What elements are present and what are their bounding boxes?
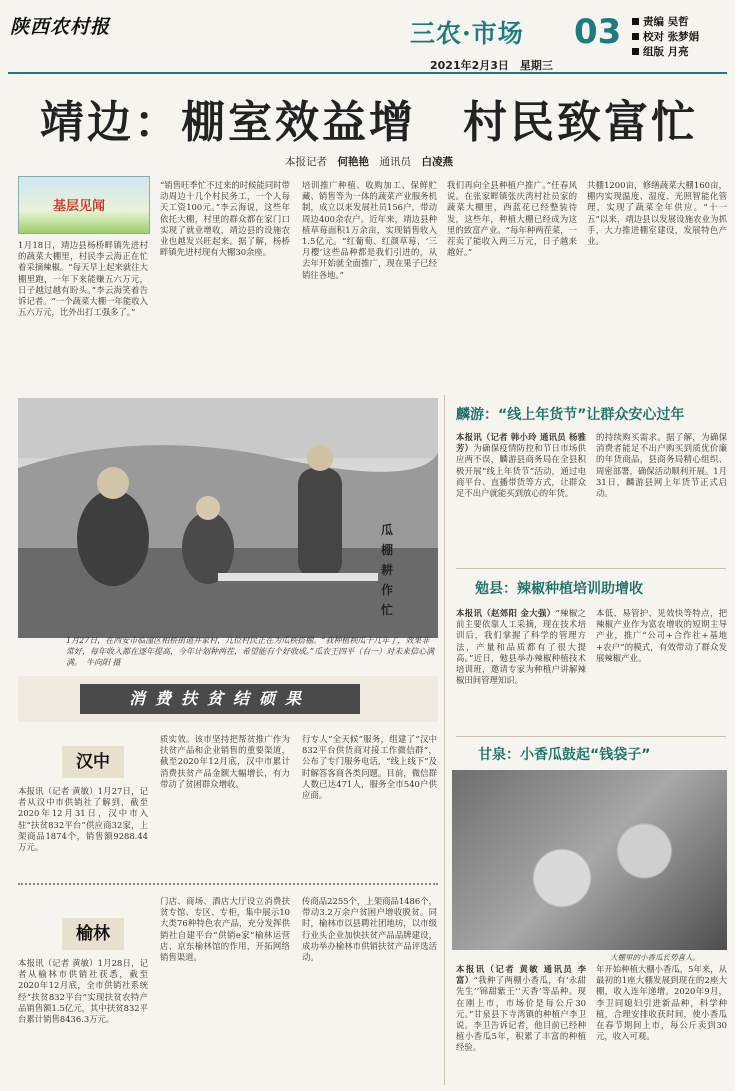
article-divider — [456, 736, 726, 737]
article-divider — [456, 568, 726, 569]
page-number: 03 — [574, 12, 622, 52]
photo-melons — [452, 770, 727, 950]
square-bullet-icon — [632, 33, 639, 40]
linyou-byline: 本报讯（记者 韩小玲 通讯员 杨雅芳） — [456, 432, 586, 454]
editor-credit: 责编 吴哲 — [632, 14, 689, 29]
photo-illustration — [18, 398, 438, 638]
section-title: 三农·市场 — [410, 19, 524, 48]
photo-caption: 1月27日，在西安市临潼区相桥街道井家村，几位村民正在为瓜秧搭棚。“我种植秧瓜十几年了，效果非常好，每年收入都在逐年提高，今年计划种两茬，希望能有个好收成。”瓜农王四平（右一）对未来信心满满。 牛向阳 摄 — [66, 636, 435, 667]
kicker-image — [18, 176, 150, 234]
square-bullet-icon — [632, 18, 639, 25]
issue-date: 2021年2月3日 星期三 — [430, 59, 553, 72]
mianxian-byline: 本报讯（赵郊阳 金大强） — [456, 608, 556, 618]
ganquan-column-1 — [456, 964, 586, 1086]
hanzhong-column-2: 质实效。该市坚持把帮贫推广作为扶贫产品和企业销售的重要渠道，截至2020年12月底，汉中市累计消费扶贫产品金额大幅增长，有力带动了贫困群众增收。 — [160, 734, 290, 789]
mianxian-column-2: 本低、易管护、见效快等特点，把辣椒产业作为富农增收的短期主导产业，推广“公司+合作社+基地+农户”的模式，有效带动了群众发展辣椒产业。 — [596, 608, 727, 663]
ganquan-byline: 本报讯（记者 黄敏 通讯员 李富） — [456, 964, 586, 986]
ganquan-text-1: “我种了两棚小香瓜，有‘永甜先生’‘锦甜紫王’‘天香’等品种。现在刚上市，市场价是每公斤30元。”甘泉县下寺湾镇的种植户李卫说。李卫告诉记者，他目前已经种植小香瓜5年，积累了丰富的种植经验。 — [456, 975, 586, 1053]
yulin-column-1: 本报讯（记者 黄敏）1月28日，记者从榆林市供销社获悉，截至2020年12月底，全市供销社系统经“扶贫832平台”实现扶贫农特产品销售额1.5亿元，其中扶贫832平台累计销售8436.3万元。 — [18, 958, 148, 1025]
main-headline: 靖边：棚室效益增 村民致富忙 — [40, 97, 698, 148]
square-bullet-icon — [632, 48, 639, 55]
masthead-logo: 陕西农村报 — [10, 16, 111, 38]
yulin-label: 榆林 — [62, 918, 124, 950]
yulin-column-2: 门店、商场、酒店大厅设立消费扶贫专馆、专区、专柜，集中展示10大类76种特色农产品，充分发挥供销社自建平台“供销e家”榆林运营店、京东榆林馆的作用，开拓网络销售渠道。 — [160, 896, 290, 963]
lead-column-1: 1月18日，靖边县杨桥畔镇先进村的蔬菜大棚里，村民李云海正在忙着采摘辣椒。“每天早上起来就往大棚里跑，一年下来能赚五六万元，日子越过越有盼头。”李云海笑着告诉记者。“一个蔬菜大棚一年能收入五六万元，比外出打工强多了。” — [18, 240, 148, 318]
hanzhong-column-3: 行专人“全天候”服务，组建了“汉中832平台供货商对接工作微信群”，公布了专门服务电话，“线上线下”及时解答客商各类问题。目前，微信群人数已达471人，服务全市540户供应商。 — [302, 734, 437, 801]
linyou-text-1: 为确保疫情防控和节日市场供应两不误，麟游县商务局在全县积极开展“线上年货节”活动，通过电商平台、直播带货等方式，让群众足不出户就能买到放心的年货。 — [456, 443, 586, 499]
column-divider — [444, 395, 445, 1085]
hanzhong-column-1: 本报讯（记者 黄敏）1月27日，记者从汉中市供销社了解到，截至2020年12月31日，汉中市入驻“扶贫832平台”供应商32家，上架商品1874个，销售额9288.44万元。 — [18, 786, 148, 853]
ganquan-headline: 甘泉：小香瓜鼓起“钱袋子” — [478, 747, 651, 763]
ganquan-photo-caption: 大棚里的小香瓜长势喜人。 — [610, 953, 700, 962]
section-dotted-divider — [18, 883, 438, 885]
photo-melon-greenhouse — [18, 398, 438, 638]
photo-vertical-title: 瓜棚耕作忙 — [380, 523, 393, 617]
yulin-column-3: 传商品2255个，上架商品1486个，带动3.2万余户贫困户增收脱贫。同时，榆林市以县聘社团地坊，以市级行业头企业加快扶贫产品品牌建设，成功举办榆林市供销扶贫产品评选活动。 — [302, 896, 437, 963]
kicker-label: 基层见闻 — [53, 199, 106, 214]
lead-column-5: 共棚1200亩，修缮蔬菜大棚160亩，棚内实现温度、湿度、光照智能化管理，实现了蔬菜全年供应。“十一五”以来，靖边县以发展设施农业为抓手，大力推进棚室建设，发展特色产业。 — [587, 180, 727, 247]
lead-column-3: 培训推广种植、收购加工、保鲜贮藏、销售等为一体的蔬菜产业服务机制，成立以来发展社员156户，带动周边400余农户。近年来，靖边县种植草莓面积1万余亩，实现销售收入1.5亿元。“红葡萄、红颜草莓、‘三月樱’这些品种都是我们引进的，从去年开始就全面推广，现在果子已经销往各地。” — [302, 180, 437, 280]
mianxian-headline: 勉县：辣椒种植培训助增收 — [475, 581, 643, 597]
proofreader-credit: 校对 张梦娟 — [632, 29, 699, 44]
main-byline: 本报记者 何艳艳 通讯员 白凌燕 — [285, 156, 453, 168]
mianxian-text-1: “辣椒之前主要依靠人工采摘，现在技术培训后，我们掌握了科学的管理方法，产量和品质都有了很大提高。”近日，勉县举办辣椒种植技术培训班，邀请专家为种植户讲解辣椒田间管理知识。 — [456, 608, 586, 686]
lead-column-2: “销售旺季忙不过来的时候能同时带动周边十几个村民务工，一个人每天工资100元。”李云海说，这些年依托大棚，村里的群众都在家门口实现了就业增收，靖边县的设施农业也越发兴旺起来。据了解，杨桥畔镇先进村现有大棚30余座。 — [160, 180, 290, 258]
linyou-column-2: 的持续购买需求。据了解，为确保消费者能足不出户购买到质优价廉的年货商品，县商务局精心组织、周密部署，确保活动顺利开展。1月31日，麟游县网上年货节正式启动。 — [596, 432, 727, 499]
linyou-column-1 — [456, 432, 586, 562]
mianxian-column-1 — [456, 608, 586, 730]
linyou-headline: 麟游：“线上年货节”让群众安心过年 — [456, 407, 685, 423]
banner-title: 消费扶贫结硕果 — [80, 684, 360, 714]
layout-credit: 组版 月亮 — [632, 44, 689, 59]
lead-column-4: 我们再向全县种植户推广。”任春风说。在张家畔镇张庆湾村社员家的蔬菜大棚里，西蓝花已经整装待发，这些年，种植大棚已经成为这里的致富产业。“每年种两茬菜，一茬卖了能收入两三万元，日子越来越好。” — [447, 180, 577, 258]
ganquan-column-2: 年开始种植大棚小香瓜，5年来，从最初的1座大棚发展到现在的2座大棚，收入连年递增。2020年9月，李卫同媳妇引进新品种，科学种植，合理安排收获时间，使小香瓜在春节期间上市，每公斤卖到30元，收入可观。 — [596, 964, 727, 1042]
header-rule — [8, 72, 727, 74]
hanzhong-label: 汉中 — [62, 746, 124, 778]
